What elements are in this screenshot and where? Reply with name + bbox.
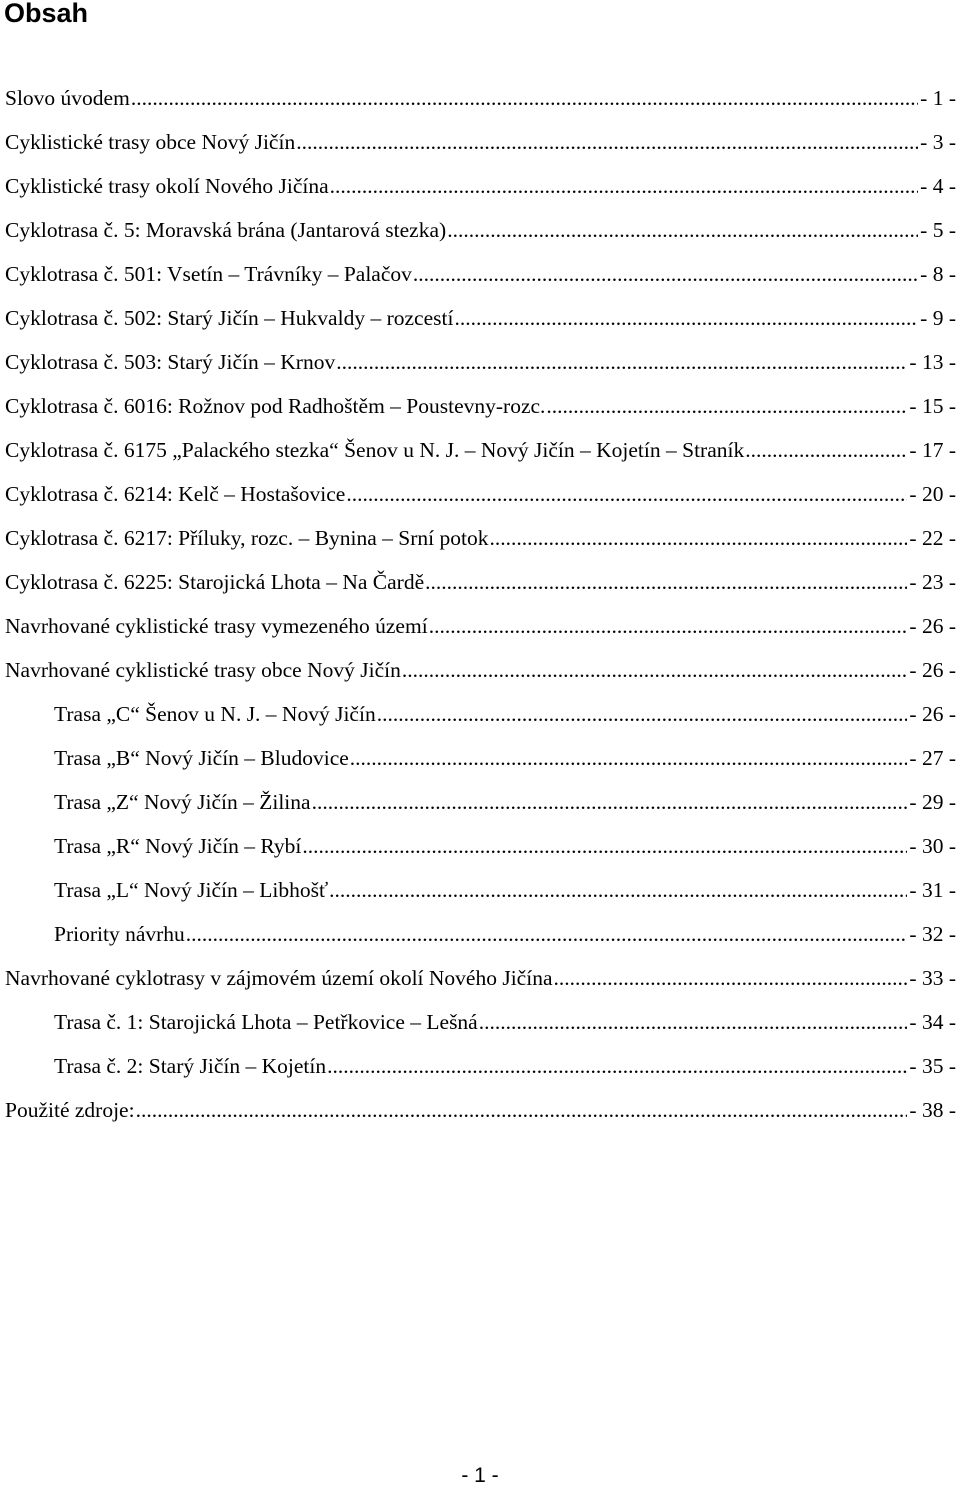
toc-entry-title: Cyklotrasa č. 6217: Příluky, rozc. – Bynina – Srní potok	[5, 526, 489, 550]
toc-entry-title: Použité zdroje:	[5, 1098, 135, 1122]
toc-entry-page: - 38 -	[909, 1098, 956, 1122]
toc-entry[interactable]	[0, 438, 960, 482]
toc-leader-dots	[327, 1054, 907, 1079]
toc-entry[interactable]	[0, 658, 960, 702]
toc-entry[interactable]	[0, 350, 960, 394]
table-of-contents	[0, 86, 960, 1142]
toc-leader-dots	[479, 1010, 908, 1035]
toc-entry-page: - 31 -	[909, 878, 956, 902]
toc-leader-dots	[312, 790, 908, 815]
toc-entry-page: - 17 -	[909, 438, 956, 462]
toc-entry-page: - 3 -	[920, 130, 956, 154]
toc-entry-title: Cyklotrasa č. 6016: Rožnov pod Radhoštěm – Poustevny-rozc.	[5, 394, 546, 418]
toc-entry-page: - 30 -	[909, 834, 956, 858]
toc-entry-title: Navrhované cyklistické trasy vymezeného území	[5, 614, 428, 638]
toc-entry[interactable]	[0, 746, 960, 790]
toc-entry-title: Cyklotrasa č. 5: Moravská brána (Jantarová stezka)	[5, 218, 447, 242]
toc-leader-dots	[402, 658, 908, 683]
toc-entry[interactable]	[0, 614, 960, 658]
toc-entry-title: Cyklistické trasy okolí Nového Jičína	[5, 174, 329, 198]
toc-entry[interactable]	[0, 482, 960, 526]
toc-entry[interactable]	[0, 878, 960, 922]
page-title: Obsah	[4, 0, 89, 28]
toc-entry[interactable]	[0, 1054, 960, 1098]
toc-leader-dots	[554, 966, 908, 991]
toc-entry-page: - 26 -	[909, 658, 956, 682]
toc-entry-page: - 1 -	[920, 86, 956, 110]
toc-entry[interactable]	[0, 1010, 960, 1054]
toc-entry-title: Navrhované cyklotrasy v zájmovém území okolí Nového Jičína	[5, 966, 553, 990]
toc-leader-dots	[136, 1098, 908, 1123]
toc-entry-title: Cyklotrasa č. 6175 „Palackého stezka“ Šenov u N. J. – Nový Jičín – Kojetín – Straník	[5, 438, 745, 462]
toc-leader-dots	[745, 438, 907, 463]
toc-entry-title: Cyklotrasa č. 502: Starý Jičín – Hukvaldy – rozcestí	[5, 306, 454, 330]
toc-entry-page: - 26 -	[909, 614, 956, 638]
toc-entry-page: - 33 -	[909, 966, 956, 990]
toc-entry-title: Cyklotrasa č. 6225: Starojická Lhota – Na Čardě	[5, 570, 425, 594]
toc-entry[interactable]	[0, 790, 960, 834]
toc-leader-dots	[131, 86, 918, 111]
toc-entry[interactable]	[0, 306, 960, 350]
toc-leader-dots	[429, 614, 908, 639]
toc-entry-page: - 27 -	[909, 746, 956, 770]
page-number: - 1 -	[461, 1464, 499, 1487]
toc-leader-dots	[546, 394, 907, 419]
toc-leader-dots	[377, 702, 908, 727]
toc-entry-title: Trasa „B“ Nový Jičín – Bludovice	[54, 746, 349, 770]
toc-entry-page: - 5 -	[920, 218, 956, 242]
toc-entry[interactable]	[0, 702, 960, 746]
toc-entry[interactable]	[0, 86, 960, 130]
toc-entry-page: - 20 -	[909, 482, 956, 506]
toc-leader-dots	[186, 922, 908, 947]
toc-entry[interactable]	[0, 922, 960, 966]
toc-entry-page: - 29 -	[909, 790, 956, 814]
toc-entry-page: - 23 -	[909, 570, 956, 594]
toc-leader-dots	[346, 482, 907, 507]
toc-entry-title: Navrhované cyklistické trasy obce Nový Jičín	[5, 658, 401, 682]
toc-entry-page: - 32 -	[909, 922, 956, 946]
toc-entry-page: - 9 -	[920, 306, 956, 330]
toc-entry-title: Cyklotrasa č. 6214: Kelč – Hostašovice	[5, 482, 346, 506]
toc-leader-dots	[454, 306, 918, 331]
toc-entry-title: Cyklotrasa č. 503: Starý Jičín – Krnov	[5, 350, 336, 374]
toc-entry-page: - 22 -	[909, 526, 956, 550]
toc-entry[interactable]	[0, 394, 960, 438]
toc-leader-dots	[350, 746, 908, 771]
toc-entry-title: Slovo úvodem	[5, 86, 130, 110]
toc-leader-dots	[296, 130, 918, 155]
toc-entry-page: - 26 -	[909, 702, 956, 726]
toc-leader-dots	[302, 834, 907, 859]
toc-entry-title: Cyklotrasa č. 501: Vsetín – Trávníky – Palačov	[5, 262, 412, 286]
toc-entry-title: Trasa č. 1: Starojická Lhota – Petřkovice – Lešná	[54, 1010, 478, 1034]
toc-entry-page: - 34 -	[909, 1010, 956, 1034]
toc-entry-title: Trasa „Z“ Nový Jičín – Žilina	[54, 790, 311, 814]
toc-entry[interactable]	[0, 218, 960, 262]
toc-entry-title: Cyklistické trasy obce Nový Jičín	[5, 130, 296, 154]
toc-entry[interactable]	[0, 262, 960, 306]
toc-entry-title: Priority návrhu	[54, 922, 185, 946]
toc-entry-title: Trasa „C“ Šenov u N. J. – Nový Jičín	[54, 702, 376, 726]
toc-entry[interactable]	[0, 526, 960, 570]
toc-leader-dots	[329, 878, 907, 903]
toc-entry-title: Trasa „R“ Nový Jičín – Rybí	[54, 834, 302, 858]
toc-entry-page: - 8 -	[920, 262, 956, 286]
toc-entry[interactable]	[0, 174, 960, 218]
toc-entry[interactable]	[0, 130, 960, 174]
toc-leader-dots	[490, 526, 908, 551]
toc-entry-title: Trasa „L“ Nový Jičín – Libhošť	[54, 878, 329, 902]
toc-leader-dots	[336, 350, 907, 375]
toc-leader-dots	[413, 262, 918, 287]
toc-entry-title: Trasa č. 2: Starý Jičín – Kojetín	[54, 1054, 327, 1078]
toc-entry-page: - 15 -	[909, 394, 956, 418]
toc-entry[interactable]	[0, 1098, 960, 1142]
toc-leader-dots	[447, 218, 918, 243]
toc-entry-page: - 13 -	[909, 350, 956, 374]
toc-entry-page: - 35 -	[909, 1054, 956, 1078]
toc-entry[interactable]	[0, 966, 960, 1010]
toc-entry[interactable]	[0, 570, 960, 614]
toc-leader-dots	[330, 174, 919, 199]
toc-entry[interactable]	[0, 834, 960, 878]
toc-leader-dots	[425, 570, 907, 595]
toc-entry-page: - 4 -	[920, 174, 956, 198]
